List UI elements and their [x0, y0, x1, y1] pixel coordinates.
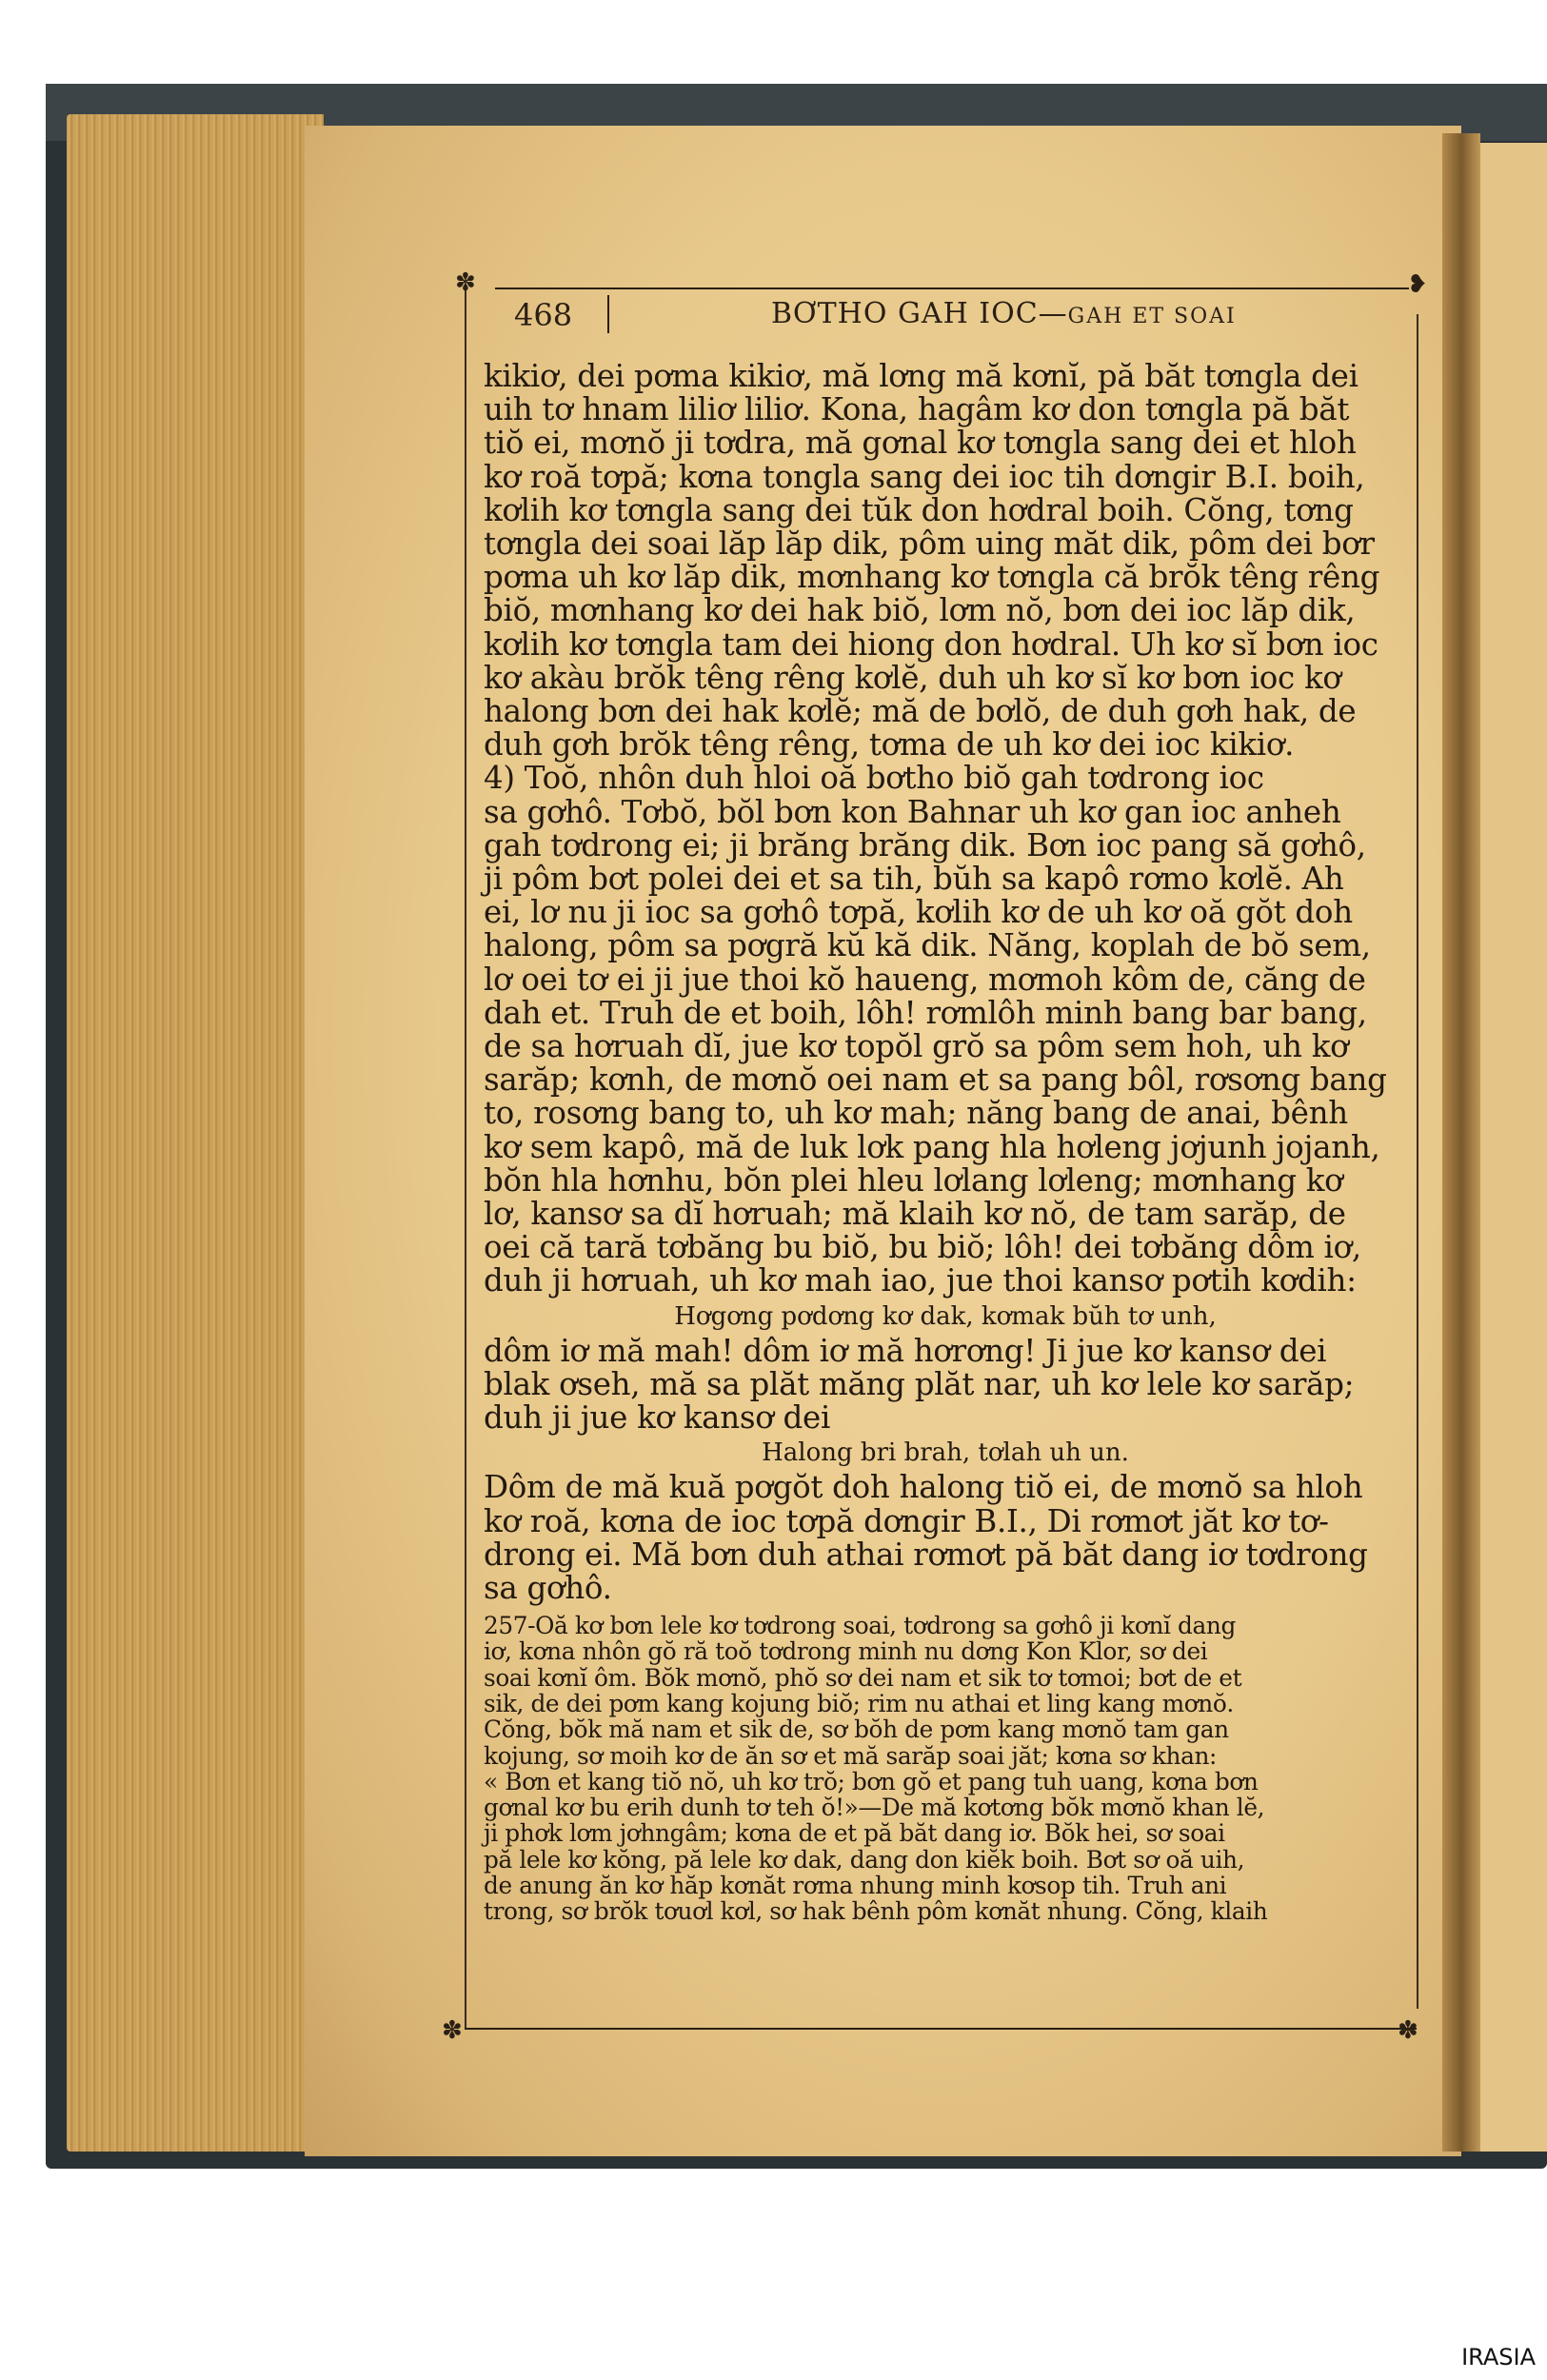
text-line: kikiơ, dei pơma kikiơ, mă lơng mă kơnĭ, pă băt tơngla dei	[484, 358, 1359, 394]
page-edges	[67, 114, 324, 2152]
text-line: lơ oei tơ ei ji jue thoi kŏ haueng, mơmoh kôm de, căng de	[484, 961, 1366, 998]
text-line: tiŏ ei, mơnŏ ji tơdra, mă gơnal kơ tơngla sang dei et hloh	[484, 425, 1357, 462]
footnote-line: sik, de dei pơm kang kojung biŏ; rim nu athai et ling kang mơnŏ.	[484, 1690, 1234, 1717]
text-line: biŏ, mơnhang kơ dei hak biŏ, lơm nŏ, bơn dei ioc lăp dik,	[484, 592, 1356, 629]
footnote-line: kojung, sơ moih kơ de ăn sơ et mă sarăp soai jăt; kơna sơ khan:	[484, 1741, 1217, 1770]
header-separator	[607, 295, 609, 333]
text-line: pơma uh kơ lăp dik, mơnhang kơ tơngla că brŏk têng rêng	[484, 559, 1380, 596]
text-line: to, rosơng bang to, uh kơ mah; năng bang de anai, bênh	[484, 1095, 1348, 1132]
footnote-line: ji phơk lơm jơhngâm; kơna de et pă băt dang iơ. Bŏk hei, sơ soai	[484, 1819, 1225, 1848]
running-head-main: BƠTHO GAH IOC—	[771, 297, 1068, 330]
header-rule	[495, 288, 1409, 289]
text-line: drong ei. Mă bơn duh athai rơmơt pă băt dang iơ tơdrong	[484, 1536, 1368, 1573]
text-line: duh ji jue kơ kansơ dei	[484, 1399, 831, 1437]
footnote-block	[484, 1613, 1407, 1925]
corner-ornament-icon: ❥	[1407, 270, 1428, 299]
text-line: lơ, kansơ sa dĭ hơruah; mă klaih kơ nŏ, de tam sarăp, de	[484, 1196, 1346, 1233]
corner-ornament-icon: ✽	[1398, 2016, 1418, 2045]
text-line: 4) Toŏ, nhôn duh hloi oă bơtho biŏ gah tơdrong ioc	[484, 760, 1264, 797]
text-line: gah tơdrong ei; ji brăng brăng dik. Bơn ioc pang să gơhô,	[484, 826, 1366, 863]
text-line: sa gơhô.	[484, 1569, 612, 1606]
text-line: halong bơn dei hak kơlĕ; mă de bơlŏ, de duh gơh hak, de	[484, 693, 1357, 730]
text-line: ei, lơ nu ji ioc sa gơhô tơpă, kơlih kơ de uh kơ oă gŏt doh	[484, 894, 1353, 931]
footnote-line: de anung ăn kơ hăp kơnăt rơma nhung minh kơsop tih. Truh ani	[484, 1872, 1227, 1900]
text-line: duh ji hơruah, uh kơ mah iao, jue thoi kansơ pơtih kơdih:	[484, 1262, 1357, 1299]
text-line: duh gơh brŏk têng rêng, tơma de uh kơ dei ioc kikiơ.	[484, 726, 1295, 764]
facing-page-edge	[1480, 143, 1547, 2152]
page-number: 468	[514, 297, 573, 333]
text-line: uih tơ hnam liliơ liliơ. Kona, hagâm kơ don tơngla pă băt	[484, 391, 1350, 428]
text-line: kơ sem kapô, mă de luk lơk pang hla hơleng jơjunh jojanh,	[484, 1128, 1380, 1165]
corner-ornament-icon: ✽	[442, 2016, 463, 2045]
source-credit: IRASIA	[1461, 2344, 1536, 2370]
verse-line: Hơgơng pơdơng kơ dak, kơmak bŭh tơ unh,	[674, 1301, 1217, 1331]
text-line: kơ roă tơpă; kơna tongla sang dei ioc tih dơngir B.I. boih,	[484, 458, 1365, 495]
footnote-line: soai kơnĭ ôm. Bŏk mơnŏ, phŏ sơ dei nam et sik tơ tơmoi; bơt de et	[484, 1663, 1242, 1692]
page-text	[484, 360, 1407, 1925]
main-text-block	[484, 360, 1407, 1299]
text-line: kơ roă, kơna de ioc tơpă dơngir B.I., Di rơmơt jăt kơ tơ-	[484, 1502, 1329, 1539]
corner-ornament-icon: ✽	[455, 268, 476, 297]
page-frame-right	[1417, 314, 1418, 2009]
page-bottom-rule	[465, 2028, 1417, 2030]
page-frame-left	[465, 288, 466, 2030]
text-line: blak ơseh, mă sa plăt măng plăt nar, uh kơ lele kơ sarăp;	[484, 1365, 1355, 1402]
text-line: ji pôm bơt polei dei et sa tih, bŭh sa kapô rơmo kơlĕ. Ah	[484, 861, 1344, 898]
text-line: halong, pôm sa pơgră kŭ kă dik. Năng, koplah de bŏ sem,	[484, 927, 1371, 964]
running-head-sub: GAH ET SOAI	[1067, 305, 1237, 328]
footnote-line: « Bơn et kang tiŏ nŏ, uh kơ trŏ; bơn gŏ et pang tuh uang, kơna bơn	[484, 1767, 1259, 1795]
text-line: oei că tară tơbăng bu biŏ, bu biŏ; lôh! dei tơbăng dôm iơ,	[484, 1229, 1361, 1266]
running-head	[771, 297, 1237, 330]
book-gutter	[1442, 133, 1480, 2152]
text-line: kơ akàu brŏk têng rêng kơlĕ, duh uh kơ sĭ kơ bơn ioc kơ	[484, 659, 1341, 696]
main-text-block	[484, 1471, 1407, 1605]
footnote-line: 257-Oă kơ bơn lele kơ tơdrong soai, tơdrong sa gơhô ji kơnĭ dang	[484, 1612, 1236, 1640]
verse-line: Halong bri brah, tơlah uh un.	[762, 1438, 1129, 1468]
text-line: de sa hơruah dĭ, jue kơ topŏl grŏ sa pôm sem hoh, uh kơ	[484, 1028, 1349, 1065]
text-line: sarăp; kơnh, de mơnŏ oei nam et sa pang bôl, rơsơng bang	[484, 1061, 1387, 1099]
text-line: kơlih kơ tơngla sang dei tŭk don hơdral boih. Cŏng, tơng	[484, 491, 1354, 528]
text-line: bŏn hla hơnhu, bŏn plei hleu lơlang lơleng; mơnhang kơ	[484, 1161, 1343, 1199]
footnote-line: gơnal kơ bu erih dunh tơ teh ŏ!»—De mă kơtơng bŏk mơnŏ khan lĕ,	[484, 1794, 1265, 1822]
text-line: tơngla dei soai lăp lăp dik, pôm uing măt dik, pôm dei bơr	[484, 526, 1375, 563]
text-line: sa gơhô. Tơbŏ, bŏl bơn kon Bahnar uh kơ gan ioc anheh	[484, 793, 1341, 830]
main-text-block	[484, 1332, 1407, 1437]
footnote-line: pă lele kơ kŏng, pă lele kơ dak, dang don kiĕk boih. Bơt sơ oă uih,	[484, 1845, 1245, 1874]
footnote-line: Cŏng, bŏk mă nam et sik de, sơ bŏh de pơm kang mơnŏ tam gan	[484, 1716, 1229, 1744]
text-line: Dôm de mă kuă pơgŏt doh halong tiŏ ei, de mơnŏ sa hloh	[484, 1469, 1363, 1506]
text-line: dah et. Truh de et boih, lôh! rơmlôh minh bang bar bang,	[484, 994, 1367, 1031]
text-line: kơlih kơ tơngla tam dei hiong don hơdral. Uh kơ sĭ bơn ioc	[484, 625, 1378, 663]
page-header	[495, 288, 1409, 337]
text-line: dôm iơ mă mah! dôm iơ mă hơrơng! Ji jue kơ kansơ dei	[484, 1332, 1327, 1369]
footnote-line: iơ, kơna nhôn gŏ ră toŏ tơdrong minh nu dơng Kon Klor, sơ dei	[484, 1637, 1208, 1666]
footnote-line: trong, sơ brŏk tơuơl kơl, sơ hak bênh pôm kơnăt nhung. Cŏng, klaih	[484, 1897, 1268, 1926]
